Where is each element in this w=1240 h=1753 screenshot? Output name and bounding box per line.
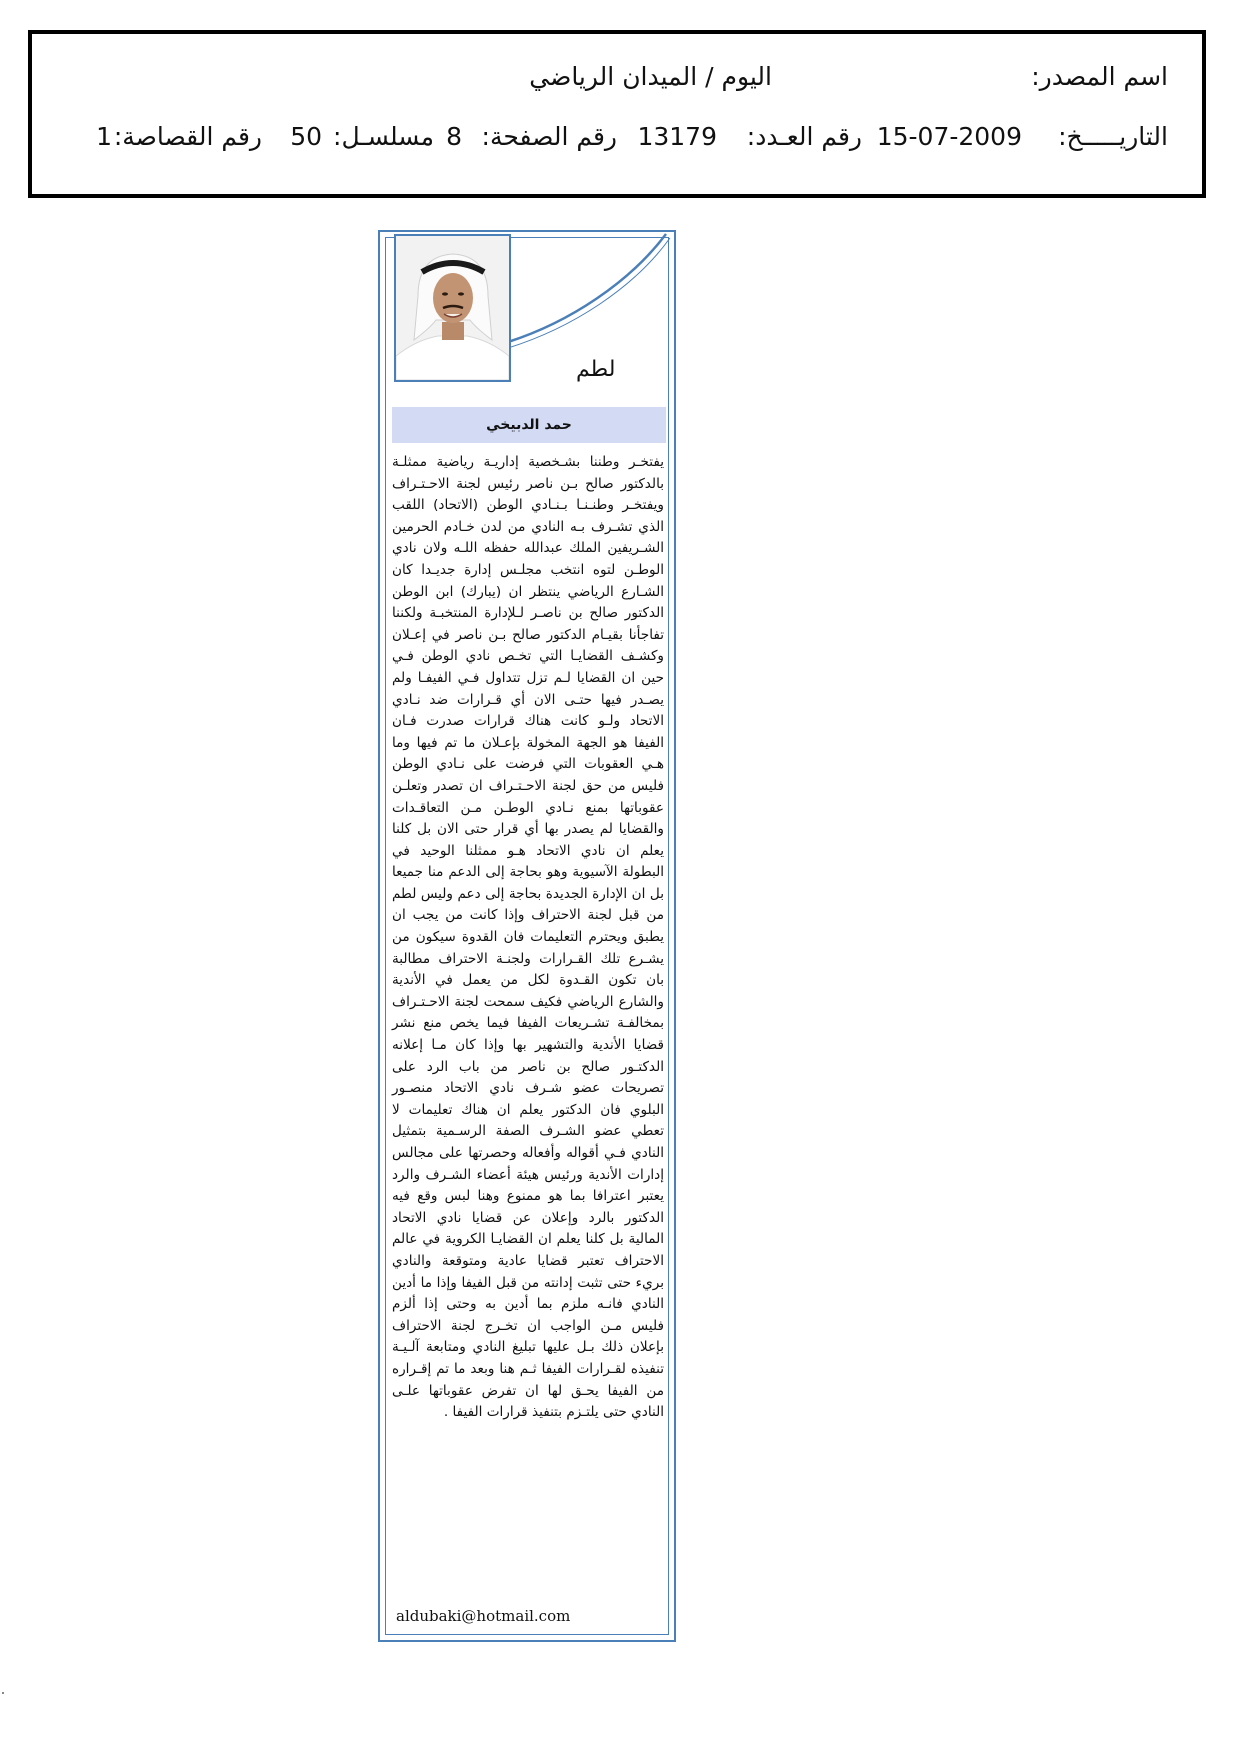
page-label: رقم الصفحة:	[481, 122, 617, 151]
column-title: لطم	[576, 357, 616, 382]
author-portrait-image	[396, 236, 509, 380]
clip-label: رقم القصاصة:	[113, 122, 262, 151]
article-column	[378, 230, 676, 1642]
date-label: التاريـــــخ:	[1058, 122, 1168, 151]
serial-value: 50	[290, 122, 322, 151]
clip-value: 1	[96, 122, 112, 151]
issue-label: رقم العـدد:	[746, 122, 862, 151]
source-label: اسم المصدر:	[1031, 62, 1168, 91]
author-email: aldubaki@hotmail.com	[396, 1607, 571, 1625]
source-row	[32, 62, 1202, 102]
scan-speck	[2, 1692, 4, 1694]
serial-label: مسلسـل:	[333, 122, 434, 151]
article-body: يفتخـر وطننا بشـخصية إداريـة رياضية ممثلـة بالدكتور صالح بـن ناصر رئيس لجنة الاحـتـراف ويفتخـر وطنـنـا بـنـادي الوطن (الاتحاد) اللقب الذي تشـرف بـه النادي من لدن خـادم الحرمين الشـريفين الملك عبدالله حفظه اللـه ولان نادي الوطـن لتوه انتخب مجلـس إدارة جديـدا كان الشـارع الرياضي ينتظر ان (يبارك) ابن الوطن الدكتور صالح بن ناصـر لـلإدارة المنتخبـة ولكننا تفاجأنا بقيـام الدكتور صالح بـن ناصر في إعـلان وكشـف القضايـا التي تخـص نادي الوطن فـي حين ان القضايا لـم تزل تتداول فـي الفيفـا ولم يصـدر فيها حتـى الان أي قـرارات ضد نـادي الاتحاد ولـو كانت هناك قرارات صدرت فـان الفيفا هو الجهة المخولة بإعـلان ما تم فيها وما هـي العقوبات التي فرضت على نـادي الوطن فليس من حق لجنة الاحـتـراف ان تصدر وتعلـن عقوباتها بمنع نـادي الوطـن مـن التعاقـدات والقضايا لم يصدر بها أي قرار حتى الان بل كلنا يعلم ان نادي الاتحاد هـو ممثلنا الوحيد في البطولة الآسيوية وهو بحاجة إلى الدعم منا جميعا بل ان الإدارة الجديدة بحاجة إلى دعم وليس لطم من قبل لجنة الاحتراف وإذا كانت من يجب ان يطبق ويحترم التعليمات فان القدوة سيكون من يشـرع تلك القـرارات ولجنـة الاحتراف مطالبة بان تكون القـدوة لكل من يعمل في الأندية والشارع الرياضي فكيف سمحت لجنة الاحـتـراف بمخالفـة تشـريعات الفيفا فيما يخص منع نشر قضايا الأندية والتشهير بها وإذا كان مـا إعلانه الدكتـور صالح بن ناصر من باب الرد على تصريحات عضو شـرف نادي الاتحاد منصـور البلوي فان الدكتور يعلم ان هناك تعليمات لا تعطي عضو الشـرف الصفة الرسـمية بتمثيل النادي فـي أقواله وأفعاله وحصرتها على مجالس إدارات الأندية ورئيس هيئة أعضاء الشـرف والرد يعتبر اعترافا بما هو ممنوع وهنا لبس وقع فيه الدكتور بالرد وإعلان عن قضايا نادي الاتحاد المالية بل كلنا يعلم ان القضايـا الكروية في عالم الاحتراف تعتبر قضايا عادية ومتوقعة والنادي بريء حتى تثبت إدانته من قبل الفيفا وإذا ما أدين النادي فانـه ملزم بما أدين به وحتى إذا ألزم فليس مـن الواجب ان تخـرج لجنة الاحتراف بإعلان ذلك بـل عليها تبليغ النادي ومتابعة آلـيـة تنفيذه لقـرارات الفيفا ثـم هنا وبعد ما تم إقـراره من الفيفا يحـق لها ان تفرض عقوباتها علـى النادي حتى يلتـزم بتنفيذ قرارات الفيفا .	[392, 454, 664, 1421]
date-value: 15-07-2009	[876, 122, 1022, 151]
author-byline: حمد الدبيخي	[392, 407, 666, 443]
page-value: 8	[446, 122, 462, 151]
issue-value: 13179	[637, 122, 717, 151]
author-photo	[394, 234, 511, 382]
source-value: اليوم / الميدان الرياضي	[529, 62, 772, 91]
clipping-info-box	[28, 30, 1206, 198]
details-row	[32, 122, 1202, 162]
